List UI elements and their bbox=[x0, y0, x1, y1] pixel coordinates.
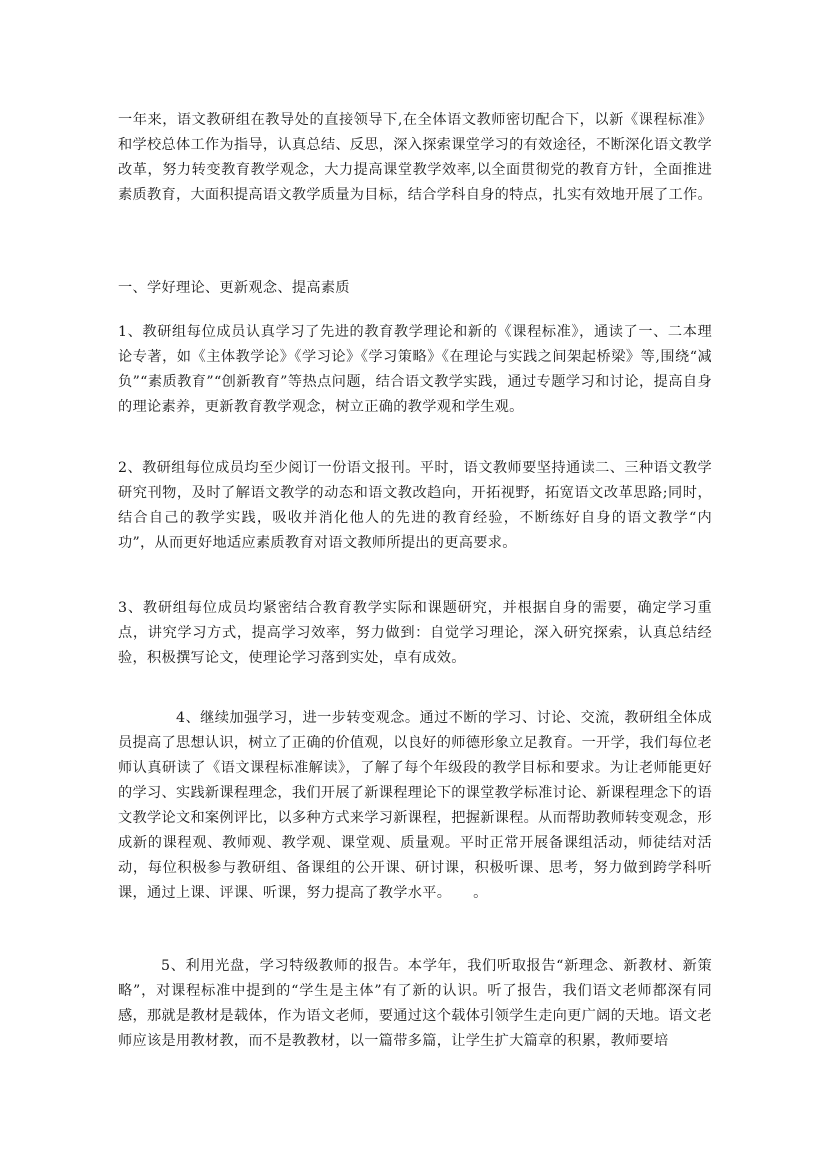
item-3-paragraph: 3、教研组每位成员均紧密结合教育教学实际和课题研究，并根据自身的需要，确定学习重点，讲究学习方式，提高学习效率，努力做到：自觉学习理论，深入研究探索，认真总结经验，积极撰写论文，使理论学习落到实处，卓有成效。 bbox=[118, 600, 712, 666]
section-heading: 一、学好理论、更新观念、提高素质 bbox=[118, 280, 350, 296]
item-1-paragraph: 1、教研组每位成员认真学习了先进的教育教学理论和新的《课程标准》，通读了一、二本理论专著，如《主体教学论》《学习论》《学习策略》《在理论与实践之间架起桥梁》等,围绕“减负”“素质教育”“创新教育”等热点问题，结合语文教学实践，通过专题学习和讨论，提高自身的理论素养，更新教育教学观念，树立正确的教学观和学生观。 bbox=[118, 324, 712, 415]
item-4-paragraph: 4、继续加强学习，进一步转变观念。通过不断的学习、讨论、交流，教研组全体成员提高了思想认识，树立了正确的价值观，以良好的师德形象立足教育。一开学，我们每位老师认真研读了《语文课程标准解读》，了解了每个年级段的教学目标和要求。为让老师能更好的学习、实践新课程理念，我们开展了新课程理论下的课堂教学标准讨论、新课程理念下的语文教学论文和案例评比，以多种方式来学习新课程，把握新课程。从而帮助教师转变观念，形成新的课程观、教师观、教学观、课堂观、质量观。平时正常开展备课组活动，师徒结对活动，每位积极参与教研组、备课组的公开课、研讨课，积极听课、思考，努力做到跨学科听课，通过上课、评课、听课，努力提高了教学水平。 。 bbox=[118, 710, 712, 901]
item-2-paragraph: 2、教研组每位成员均至少阅订一份语文报刊。平时，语文教师要坚持通读二、三种语文教学研究刊物，及时了解语文教学的动态和语文教改趋向，开拓视野，拓宽语文改革思路;同时，结合自己的教学实践，吸收并消化他人的先进的教育经验，不断练好自身的语文教学“内功”，从而更好地适应素质教育对语文教师所提出的更高要求。 bbox=[118, 460, 712, 551]
item-5-paragraph: 5、利用光盘，学习特级教师的报告。本学年，我们听取报告“新理念、新教材、新策略”，对课程标准中提到的“学生是主体”有了新的认识。听了报告，我们语文老师都深有同感，那就是教材是载体，作为语文老师，要通过这个载体引领学生走向更广阔的天地。语文老师应该是用教材教，而不是教教材，以一篇带多篇，让学生扩大篇章的积累，教师要培 bbox=[118, 958, 712, 1049]
intro-paragraph: 一年来，语文教研组在教导处的直接领导下,在全体语文教师密切配合下，以新《课程标准》和学校总体工作为指导，认真总结、反思，深入探索课堂学习的有效途径，不断深化语文教学改革，努力转变教育教学观念，大力提高课堂教学效率,以全面贯彻党的教育方针，全面推进素质教育，大面积提高语文教学质量为目标，结合学科自身的特点，扎实有效地开展了工作。 bbox=[118, 112, 712, 203]
